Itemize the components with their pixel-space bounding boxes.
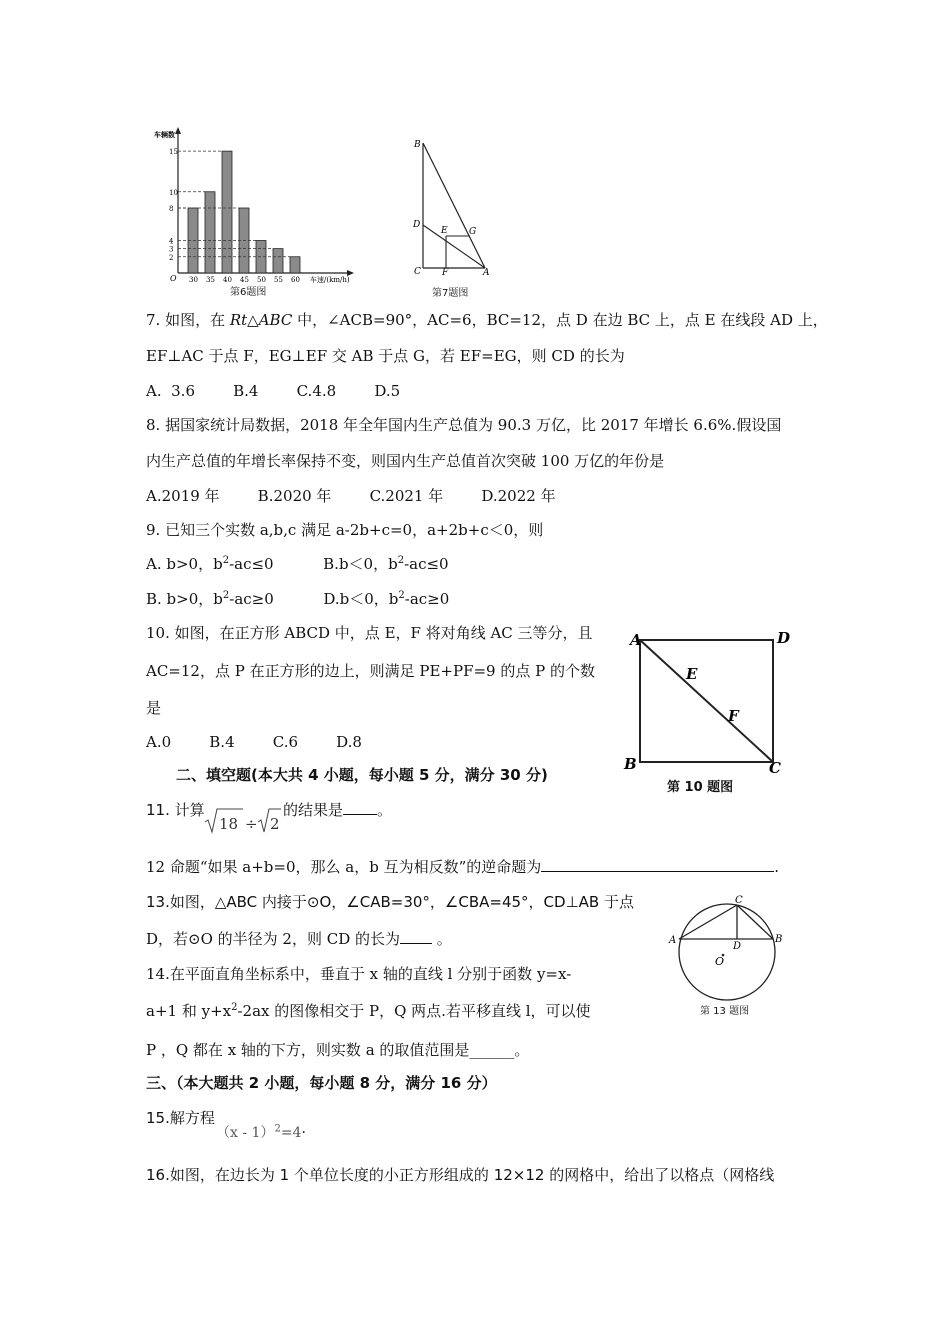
q14-text-b: -2ax 的图像相交于 P，Q 两点.若平移直线 l，可以使 bbox=[237, 1002, 591, 1020]
fig6-y-tick: 10 bbox=[169, 188, 178, 197]
q11-answer-blank[interactable] bbox=[343, 800, 377, 815]
q15-expr-b: =4 bbox=[280, 1125, 302, 1141]
q11-tail bbox=[283, 800, 392, 820]
q14-line2 bbox=[146, 1001, 591, 1021]
q9-optA-b: -ac≤0 bbox=[229, 555, 274, 573]
q11-text-b: 的结果是 bbox=[283, 801, 344, 819]
fig13-caption: 第 13 题图 bbox=[700, 1006, 750, 1017]
q11-radical-expression bbox=[203, 806, 283, 836]
fig6-y-arrow bbox=[175, 127, 181, 134]
q7-text-b: 中，∠ACB=90°，AC=6，BC=12，点 D 在边 BC 上，点 E 在线段 AD 上， bbox=[292, 311, 828, 329]
q10-line3: 是 bbox=[146, 699, 162, 717]
q8-line1: 8. 据国家统计局数据，2018 年全年国内生产总值为 90.3 万亿，比 2017 年增长 6.6%.假设国 bbox=[146, 416, 782, 434]
q9-line1: 9. 已知三个实数 a,b,c 满足 a-2b+c=0，a+2b+c＜0，则 bbox=[146, 521, 544, 539]
q13-end: 。 bbox=[432, 930, 452, 948]
fig13-label-D: D bbox=[733, 941, 742, 952]
fig7-figure bbox=[405, 135, 500, 280]
q7-line1 bbox=[146, 310, 828, 330]
fig7-label-A: A bbox=[483, 268, 490, 278]
fig6-x-tick: 40 bbox=[223, 276, 232, 284]
fig6-y-tick: 3 bbox=[169, 245, 174, 254]
q12-line bbox=[146, 857, 779, 877]
fig6-y-tick: 2 bbox=[169, 253, 174, 262]
fig10-label-F: F bbox=[728, 707, 739, 725]
q9-optB-b: -ac≤0 bbox=[404, 555, 449, 573]
fig13-label-C: C bbox=[735, 895, 743, 906]
fig6-x-tick: 35 bbox=[206, 276, 215, 284]
fig10-label-C: C bbox=[769, 759, 781, 775]
q15-expr-a: （x - 1） bbox=[216, 1125, 275, 1141]
q15-dot: . bbox=[301, 1121, 306, 1137]
q7-text-a: 7. 如图，在 bbox=[146, 311, 230, 329]
fig6-xlabel: 车速/(km/h) bbox=[310, 276, 350, 284]
fig10-label-B: B bbox=[624, 755, 637, 773]
fig6-x-tick: 30 bbox=[189, 276, 198, 284]
fig6-x-tick: 50 bbox=[257, 276, 266, 284]
fig10-caption: 第 10 题图 bbox=[667, 780, 734, 795]
fig6-y-tick: 8 bbox=[169, 205, 174, 213]
fig6-x-tick: 55 bbox=[274, 276, 283, 284]
q10-line1: 10. 如图，在正方形 ABCD 中，点 E，F 将对角线 AC 三等分，且 bbox=[146, 624, 593, 642]
fig7-label-E: E bbox=[441, 226, 448, 236]
fig6-y-tick: 15 bbox=[169, 148, 178, 157]
fig10-label-A: A bbox=[630, 631, 642, 649]
fig13-label-O: O bbox=[715, 955, 725, 968]
q8-options: A.2019 年 B.2020 年 C.2021 年 D.2022 年 bbox=[146, 487, 556, 505]
q14-text-a: a+1 和 y+x bbox=[146, 1002, 232, 1020]
fig6-ylabel: 车辆数 bbox=[154, 130, 175, 139]
fig10-label-E: E bbox=[686, 665, 698, 683]
fig7-label-D: D bbox=[413, 220, 421, 230]
fig6-origin: O bbox=[170, 274, 177, 283]
fig6-y-tick: 4 bbox=[169, 237, 174, 246]
fig6-x-tick: 60 bbox=[291, 276, 300, 284]
q7-options: A. 3.6 B.4 C.4.8 D.5 bbox=[146, 382, 401, 400]
fig10-figure bbox=[620, 625, 795, 775]
fig13-seg-BC bbox=[737, 905, 773, 939]
q7-triangle: Rt△ABC bbox=[229, 311, 293, 329]
section2-heading: 二、填空题(本大共 4 小题，每小题 5 分，满分 30 分) bbox=[176, 766, 548, 784]
q9-optB: B.b＜0，b bbox=[323, 555, 398, 573]
q11-text: 11. 计算 bbox=[146, 801, 205, 819]
q12-answer-blank[interactable] bbox=[541, 857, 774, 872]
q13-line2 bbox=[146, 929, 452, 949]
fig6-bar bbox=[205, 192, 215, 273]
fig6-x-tick: 45 bbox=[240, 276, 249, 284]
fig13-label-A: A bbox=[669, 935, 677, 946]
q8-line2: 内生产总值的年增长率保持不变，则国内生产总值首次突破 100 万亿的年份是 bbox=[146, 452, 665, 470]
q9-optA-sq: 2 bbox=[222, 555, 230, 566]
q9-optD-sq: 2 bbox=[398, 590, 405, 601]
fig7-label-G: G bbox=[469, 227, 477, 237]
fig6-caption: 第6题图 bbox=[230, 287, 267, 298]
fig6-bar bbox=[273, 249, 283, 273]
q9-optB-sq: 2 bbox=[397, 555, 405, 566]
q9-options-row2 bbox=[146, 589, 449, 609]
q9-optC-sq: 2 bbox=[222, 590, 230, 601]
q14-line3 bbox=[146, 1040, 529, 1060]
q9-optA: A. b>0，b bbox=[146, 555, 223, 573]
fig7-caption: 第7题图 bbox=[432, 288, 469, 299]
q10-line2: AC=12，点 P 在正方形的边上，则满足 PE+PF=9 的点 P 的个数 bbox=[146, 662, 595, 680]
fig13-figure bbox=[665, 893, 790, 1003]
fig7-label-C: C bbox=[414, 267, 421, 277]
q14-line1: 14.在平面直角坐标系中，垂直于 x 轴的直线 l 分别于函数 y=x- bbox=[146, 965, 572, 983]
q9-optC: B. b>0，b bbox=[146, 590, 223, 608]
q13-line1: 13.如图，△ABC 内接于⊙O，∠CAB=30°，∠CBA=45°，CD⊥AB 于点 bbox=[146, 893, 634, 911]
q11-div-sign: ÷ bbox=[245, 815, 258, 833]
fig7-label-F: F bbox=[442, 268, 449, 278]
q9-optD-b: -ac≥0 bbox=[404, 590, 450, 608]
q14-sq: 2 bbox=[231, 1002, 238, 1013]
q14-text: P ，Q 都在 x 轴的下方，则实数 a 的取值范围是 bbox=[146, 1041, 470, 1059]
q14-end: 。 bbox=[514, 1041, 530, 1059]
q13-answer-blank[interactable] bbox=[400, 929, 432, 944]
fig10-diagonal-AC bbox=[640, 640, 773, 762]
q11-text-c: 。 bbox=[377, 801, 393, 819]
q9-options-row1 bbox=[146, 554, 449, 574]
fig6-chart bbox=[150, 125, 360, 300]
q15-equation bbox=[216, 1121, 306, 1142]
q14-answer-blank[interactable]: ______ bbox=[469, 1041, 515, 1059]
q11-radicand-1: 18 bbox=[219, 815, 239, 833]
q10-options: A.0 B.4 C.6 D.8 bbox=[146, 733, 362, 751]
fig13-label-B: B bbox=[775, 934, 783, 945]
fig10-label-D: D bbox=[777, 629, 791, 647]
section3-heading: 三、（本大题共 2 小题，每小题 8 分，满分 16 分） bbox=[146, 1074, 497, 1092]
q15-line bbox=[146, 1108, 215, 1128]
fig7-seg-BA bbox=[423, 143, 485, 268]
q15-sq: 2 bbox=[274, 1123, 281, 1135]
fig7-label-B: B bbox=[414, 140, 421, 150]
fig6-bar bbox=[222, 151, 232, 273]
q11-radicand-2: 2 bbox=[270, 815, 280, 833]
q12-end: . bbox=[774, 858, 780, 876]
q12-text: 12 命题“如果 a+b=0，那么 a，b 互为相反数”的逆命题为 bbox=[146, 858, 542, 876]
fig6-bar bbox=[290, 257, 300, 273]
q16-line1: 16.如图，在边长为 1 个单位长度的小正方形组成的 12×12 的网格中，给出了以格点（网格线 bbox=[146, 1166, 775, 1184]
q11-line bbox=[146, 800, 205, 820]
fig13-circle-O bbox=[679, 904, 775, 1000]
q9-optD: D.b＜0，b bbox=[323, 590, 399, 608]
q9-optC-b: -ac≥0 bbox=[229, 590, 274, 608]
q13-text: D，若⊙O 的半径为 2，则 CD 的长为 bbox=[146, 930, 401, 948]
fig13-seg-AC bbox=[679, 905, 737, 939]
q15-text: 15.解方程 bbox=[146, 1109, 215, 1127]
q7-line2: EF⊥AC 于点 F，EG⊥EF 交 AB 于点 G，若 EF=EG，则 CD 的长为 bbox=[146, 347, 625, 365]
